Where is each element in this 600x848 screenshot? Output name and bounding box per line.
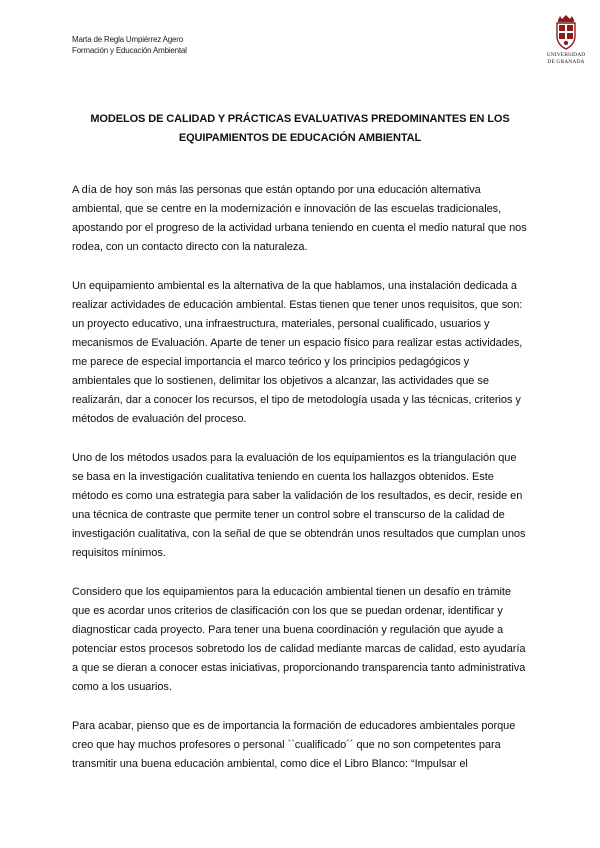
paragraph-2: Un equipamiento ambiental es la alternativa de la que hablamos, una instalación dedicada a realizar actividades de educación ambiental. Estas tienen que tener unos requisitos, que son: un proyecto educativo, una infraestructura, materiales, personal cualificado, usuarios y mecanismos de Evaluación. Aparte de tener un espacio físico para realizar estas actividades, me parece de especial importancia el marco teórico y los principios pedagógicos y ambientales que lo sostienen, delimitar los objetivos a alcanzar, las actividades que se realizarán, dar a conocer los recursos, el tipo de metodología usada y las técnicas, criterios y métodos de evaluación del proceso. (72, 280, 523, 425)
logo-text-line2: DE GRANADA (547, 59, 585, 65)
document-title (60, 110, 540, 148)
paragraph-3: Uno de los métodos usados para la evaluación de los equipamientos es la triangulación que se basa en la investigación cualitativa teniendo en cuenta los hallazgos obtenidos. Este método es como una estrategia para saber la validación de los resultados, es decir, reside en una técnica de contraste que permite tener un control sobre el transcurso de la calidad de investigación cualitativa, con la señal de que se obtendrán unos resultados que cumplan unos requisitos mínimos. (72, 452, 526, 559)
title-line-1: MODELOS DE CALIDAD Y PRÁCTICAS EVALUATIVAS PREDOMINANTES EN LOS (90, 113, 510, 125)
course-name: Formación y Educación Ambiental (72, 46, 187, 55)
paragraph-1: A día de hoy son más las personas que están optando por una educación alternativa ambiental, que se centre en la modernización e innovación de las escuelas tradicionales, apostando por el progreso de la actividad urbana teniendo en cuenta el medio natural que nos rodea, con un contacto directo con la naturaleza. (72, 184, 527, 253)
coat-of-arms-icon (553, 14, 579, 52)
document-body (72, 181, 530, 794)
paragraph-4: Considero que los equipamientos para la educación ambiental tienen un desafío en trámite que es acordar unos criterios de clasificación con los que se puedan ordenar, identificar y diagnosticar cada proyecto. Para tener una buena coordinación y regulación que ayude a potenciar estos procesos sobretodo los de calidad mediante marcas de calidad, esto ayudaría a que se dieran a conocer estas iniciativas, proporcionando transparencia tanto administrativa como a los usuarios. (72, 586, 526, 693)
page-header (72, 34, 187, 56)
title-line-2: EQUIPAMIENTOS DE EDUCACIÓN AMBIENTAL (178, 132, 422, 144)
paragraph-5: Para acabar, pienso que es de importancia la formación de educadores ambientales porque creo que hay muchos profesores o personal ``cualificado´´ que no son competentes para transmitir una buena educación ambiental, como dice el Libro Blanco: “Impulsar el (72, 720, 516, 770)
logo-text-line1: UNIVERSIDAD (546, 52, 586, 58)
author-name: Marta de Regla Umpiérrez Agero (72, 35, 183, 44)
university-logo (540, 14, 592, 74)
